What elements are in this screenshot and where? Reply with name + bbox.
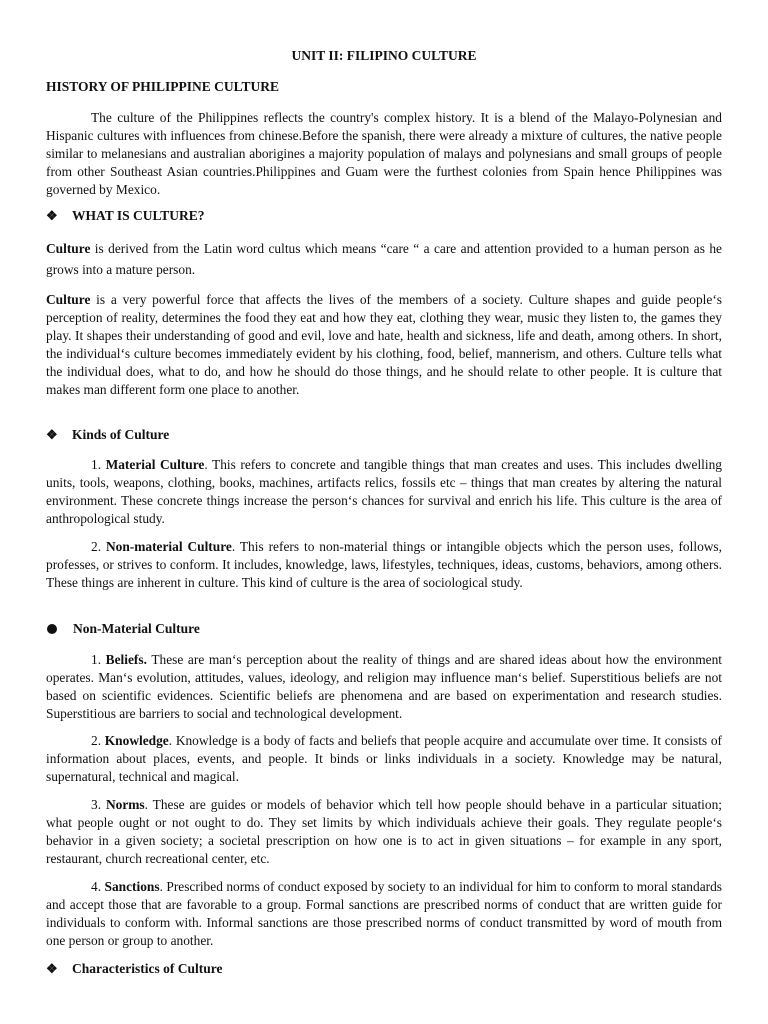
kinds-of-culture-heading [46,426,169,444]
culture-definition-1 [46,238,722,280]
item-term: Sanctions [104,879,160,894]
what-is-culture-heading [46,207,205,225]
non-material-item-beliefs [46,651,722,723]
definition-text: is a very powerful force that affects the lives of the members of a society. Culture shapes and guide people‘s perception of reality, determines the food they eat and how they eat, clothing they wear, music they listen to, the games they play. It shapes their understanding of good and evil, love and hate, health and sickness, life and death, among others. In short, the individual‘s culture becomes immediately evident by his clothing, food, belief, mannerism, and others. Culture tells what the individual does, what to do, and how he should do those things, and he should relate to other people. It is culture that makes man different form one place to another. [46,292,722,397]
item-number: 2. [91,733,105,748]
diamond-bullet-icon: ❖ [46,208,58,223]
section-heading-text: WHAT IS CULTURE? [72,208,205,223]
characteristics-of-culture-heading [46,960,222,978]
non-material-item-norms [46,796,722,868]
section-heading-text: Non-Material Culture [73,621,200,636]
term: Culture [46,241,91,256]
item-text: . This refers to non-material things or intangible objects which the person uses, follows, professes, or strives to conform. It includes, knowledge, laws, lifestyles, techniques, ideas, customs, behaviors, among others. These things are inherent in culture. This kind of culture is the area of sociological study. [46,539,722,590]
item-term: Material Culture [105,457,205,472]
term: Culture [46,292,91,307]
section-heading-text: Kinds of Culture [72,427,170,442]
item-text: . This refers to concrete and tangible things that man creates and uses. This includes dwelling units, tools, weapons, clothing, books, machines, artifacts relics, fossils etc – things that man creates by altering the natural environment. These concrete things increase the person‘s chances for survival and enrich his life. This culture is the area of anthropological study. [46,457,722,526]
round-bullet-icon [47,624,57,634]
diamond-bullet-icon: ❖ [46,427,58,442]
unit-title: UNIT II: FILIPINO CULTURE [291,48,477,63]
kind-item-material [46,456,722,528]
item-text: . These are guides or models of behavior which tell how people should behave in a particular situation; what people ought or not ought to do. They set limits by which individuals achieve their goals. They regulate people‘s behavior in a given society; a societal prescription on how one is to act in given situations – for example in any sport, restaurant, church recreational center, etc. [46,797,722,866]
definition-text: is derived from the Latin word cultus which means “care “ a care and attention provided to a human person as he grows into a mature person. [46,241,722,277]
non-material-culture-heading [46,620,200,638]
history-paragraph: The culture of the Philippines reflects the country's complex history. It is a blend of the Malayo-Polynesian and Hispanic cultures with influences from chinese.Before the spanish, there were already a mixture of cultures, the native people similar to melanesians and australian aborigines a majority population of malays and polynesians and small groups of people from other Southeast Asian countries.Philippines and Guam were the furthest colonies from Spain hence Philippines was governed by Mexico. [46,110,722,197]
item-term: Non-material Culture [105,539,232,554]
item-text: These are man‘s perception about the reality of things and are shared ideas about how the environment operates. Man‘s evolution, attitudes, values, ideology, and religion may influence man‘s belief. Superstitious beliefs are not based on scientific evidences. Scientific beliefs are phenomena and are based on experimentation and research studies. Superstitious are barriers to social and technological development. [46,652,723,721]
culture-definition-2 [46,291,722,399]
item-number: 2. [91,539,106,554]
item-number: 4. [91,879,105,894]
kind-item-non-material [46,538,722,592]
item-text: . Prescribed norms of conduct exposed by society to an individual for him to conform to moral standards and accept those that are favorable to a group. Formal sanctions are prescribed norms of conduct that are written guide for individuals to conform with. Informal sanctions are those prescribed norms of conduct transmitted by word of mouth from one person or group to another. [46,879,722,948]
item-term: Beliefs. [105,652,147,667]
non-material-item-knowledge [46,732,722,786]
item-number: 1. [91,457,106,472]
item-number: 1. [91,652,106,667]
item-number: 3. [91,797,106,812]
section-heading-text: Characteristics of Culture [72,961,223,976]
non-material-item-sanctions [46,878,722,950]
diamond-bullet-icon: ❖ [46,961,58,976]
item-text: . Knowledge is a body of facts and beliefs that people acquire and accumulate over time. It consists of information about places, events, and people. It binds or links individuals in a society. Knowledge may be natural, supernatural, technical and magical. [46,733,722,784]
item-term: Knowledge [104,733,169,748]
history-heading: HISTORY OF PHILIPPINE CULTURE [46,79,279,94]
item-term: Norms [105,797,145,812]
